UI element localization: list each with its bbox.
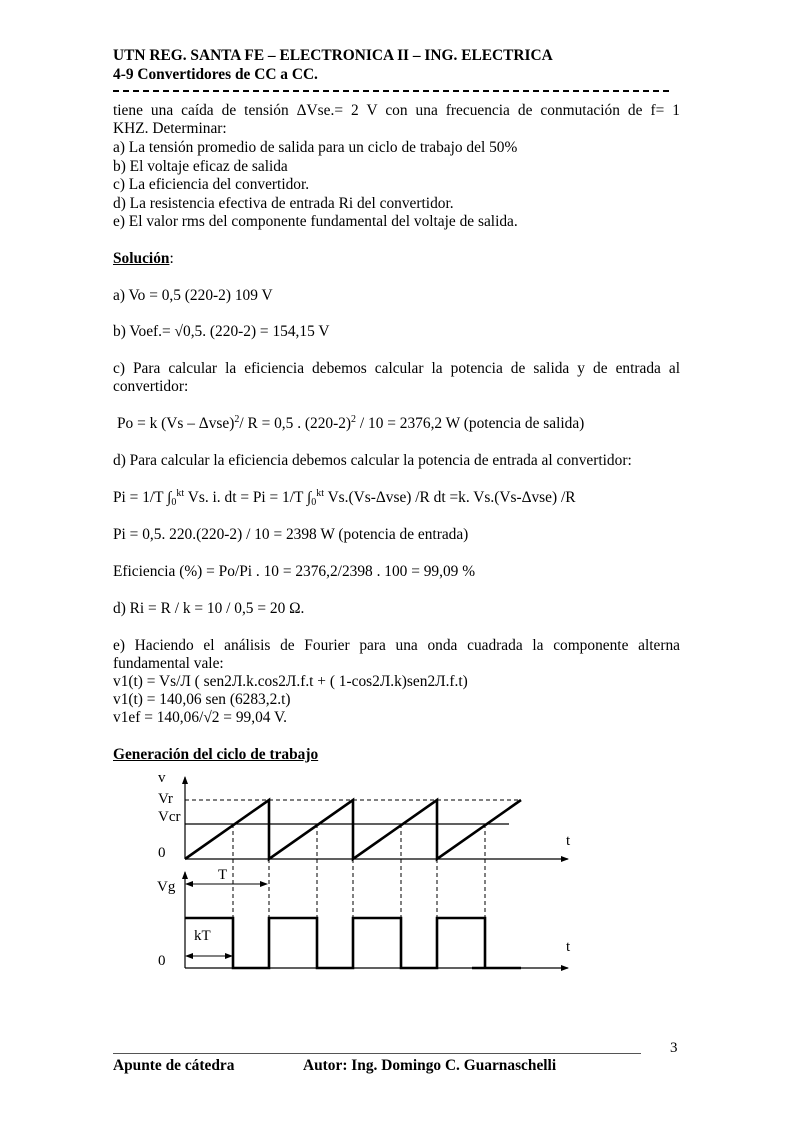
solution-b: b) Voef.= √0,5. (220-2) = 154,15 V (113, 323, 330, 340)
pi-part-a: Pi = 1/T ∫ (113, 489, 172, 506)
sawtooth-ramp (185, 800, 521, 859)
label-T: T (218, 867, 228, 883)
problem-intro-line1: tiene una caída de tensión ΔVse.= 2 V con una frecuencia de conmutación de f= 1 (113, 102, 680, 119)
solution-e-line2: fundamental vale: (113, 655, 224, 672)
label-top-t: t (566, 833, 571, 849)
label-vr: Vr (158, 791, 173, 807)
problem-item-c: c) La eficiencia del convertidor. (113, 176, 310, 193)
solution-pi-value: Pi = 0,5. 220.(220-2) / 10 = 2398 W (potencia de entrada) (113, 526, 469, 543)
solution-heading-text: Solución (113, 250, 170, 267)
document-header-title: UTN REG. SANTA FE – ELECTRONICA II – ING. ELECTRICA (113, 47, 553, 64)
solution-v1-value: v1(t) = 140,06 sen (6283,2.t) (113, 691, 291, 708)
label-bottom-zero: 0 (158, 953, 166, 969)
pi-upper-limit-1: kt (176, 488, 185, 499)
label-vcr: Vcr (158, 809, 181, 825)
problem-intro-line2: KHZ. Determinar: (113, 120, 227, 137)
po-exponent2: 2 (351, 414, 357, 425)
solution-v1ef: v1ef = 140,06/√2 = 99,04 V. (113, 709, 288, 726)
solution-v1-formula: v1(t) = Vs/Л ( sen2Л.k.cos2Л.f.t + ( 1-cos2Л.k)sen2Л.f.t) (113, 673, 468, 690)
label-bottom-t: t (566, 939, 571, 955)
pi-part-c: Vs.(Vs-Δvse) /R dt =k. Vs.(Vs-Δvse) /R (324, 489, 576, 506)
gate-pulse-waveform (185, 918, 521, 968)
pi-lower-limit-1: 0 (171, 497, 177, 508)
diagram-heading: Generación del ciclo de trabajo (113, 746, 319, 763)
label-vg: Vg (157, 879, 176, 895)
label-kT: kT (194, 928, 211, 944)
solution-heading-colon: : (169, 250, 174, 267)
problem-item-b: b) El voltaje eficaz de salida (113, 158, 288, 175)
sawtooth-waveform (185, 800, 521, 859)
footer-left: Apunte de cátedra (113, 1057, 235, 1074)
footer-author: Autor: Ing. Domingo C. Guarnaschelli (303, 1057, 557, 1074)
po-part3: / 10 = 2376,2 W (potencia de salida) (356, 415, 585, 432)
pulse-train (185, 918, 521, 968)
document-header-subtitle: 4-9 Convertidores de CC a CC. (113, 66, 318, 83)
solution-ri: d) Ri = R / k = 10 / 0,5 = 20 Ω. (113, 600, 305, 617)
problem-item-d: d) La resistencia efectiva de entrada Ri del convertidor. (113, 195, 454, 212)
po-exponent1: 2 (234, 414, 240, 425)
footer-rule (113, 1053, 641, 1054)
pi-upper-limit-2: kt (316, 488, 324, 499)
label-v: v (158, 770, 166, 786)
page-number: 3 (670, 1040, 678, 1056)
crossing-guide-lines (233, 824, 485, 918)
solution-c-line2: convertidor: (113, 378, 189, 395)
pi-lower-limit-2: 0 (311, 497, 317, 508)
pi-part-b: Vs. i. dt = Pi = 1/T ∫ (184, 489, 312, 506)
solution-d-intro: d) Para calcular la eficiencia debemos calcular la potencia de entrada al convertidor: (113, 452, 632, 469)
problem-item-e: e) El valor rms del componente fundamental del voltaje de salida. (113, 213, 518, 230)
label-top-zero: 0 (158, 845, 166, 861)
po-part2: / R = 0,5 . (220-2) (239, 415, 352, 432)
po-part1: Po = k (Vs – Δvse) (117, 415, 235, 432)
problem-item-a: a) La tensión promedio de salida para un ciclo de trabajo del 50% (113, 139, 518, 156)
solution-efficiency: Eficiencia (%) = Po/Pi . 10 = 2376,2/2398 . 100 = 99,09 % (113, 563, 476, 580)
solution-e-line1: e) Haciendo el análisis de Fourier para una onda cuadrada la componente alterna (113, 637, 680, 654)
solution-c-line1: c) Para calcular la eficiencia debemos calcular la potencia de salida y de entrada al (113, 360, 680, 377)
solution-a: a) Vo = 0,5 (220-2) 109 V (113, 287, 273, 304)
